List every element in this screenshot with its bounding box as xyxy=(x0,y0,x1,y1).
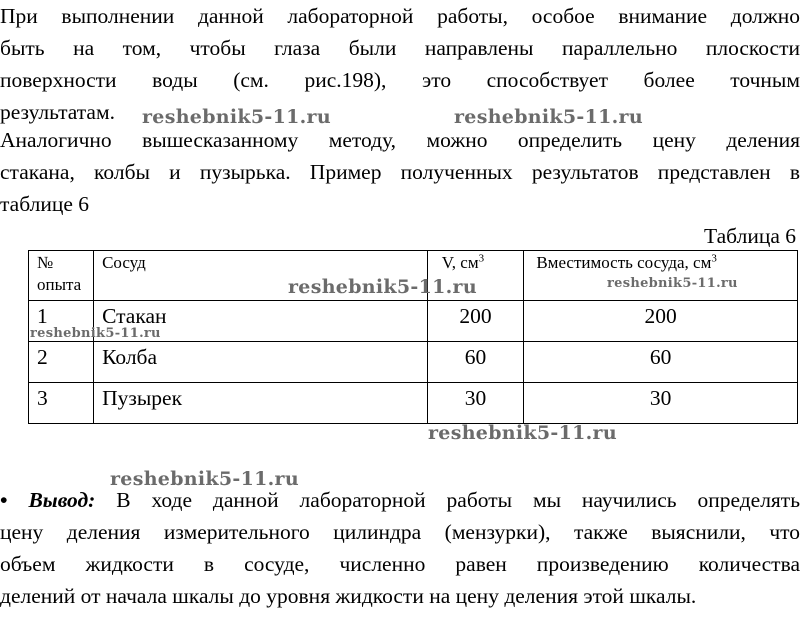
cell-num: 2 xyxy=(29,342,94,383)
watermark: reshebnik5-11.ru xyxy=(607,276,738,291)
header-number-line1: № xyxy=(37,253,54,272)
cell-capacity: 200 xyxy=(524,301,798,342)
conclusion-bullet: • xyxy=(0,488,8,512)
cell-volume: 30 xyxy=(427,383,524,424)
conclusion-line3: объем жидкости в сосуде, численно равен произведению количества xyxy=(0,552,800,576)
cell-num: 3 xyxy=(29,383,94,424)
watermark: reshebnik5-11.ru xyxy=(454,106,643,128)
conclusion-line2: цену деления измерительного цилиндра (мензурки), также выяснили, что xyxy=(0,520,800,544)
header-volume-sup: 3 xyxy=(478,252,485,265)
cell-vessel: Колба xyxy=(94,342,428,383)
watermark: reshebnik5-11.ru xyxy=(110,468,299,490)
watermark: reshebnik5-11.ru xyxy=(428,422,617,444)
table-row xyxy=(29,383,798,424)
watermark: reshebnik5-11.ru xyxy=(142,106,331,128)
paragraph2-line2: стакана, колбы и пузырька. Пример полученных результатов представлен в xyxy=(0,160,800,184)
cell-capacity: 30 xyxy=(524,383,798,424)
watermark: reshebnik5-11.ru xyxy=(30,326,161,341)
header-capacity-sup: 3 xyxy=(711,252,717,265)
watermark: reshebnik5-11.ru xyxy=(288,276,477,298)
conclusion-text: В ходе данной лабораторной работы мы научились определять xyxy=(116,488,800,512)
paragraph1-line3: поверхности воды (см. рис.198), это способствует более точным xyxy=(0,68,800,92)
cell-volume: 200 xyxy=(427,301,524,342)
paragraph2-line3: таблице 6 xyxy=(0,192,90,216)
paragraph1-line4: результатам. xyxy=(0,100,115,124)
header-volume-label: V, см xyxy=(441,253,479,272)
table-caption: Таблица 6 xyxy=(704,224,796,248)
header-vessel: Сосуд xyxy=(94,251,428,301)
paragraph1-line1: При выполнении данной лабораторной работы, особое внимание должно xyxy=(0,4,800,28)
table-row xyxy=(29,342,798,383)
cell-num: 1 xyxy=(29,301,94,342)
cell-vessel: Стакан xyxy=(94,301,428,342)
header-number xyxy=(29,251,94,301)
cell-volume: 60 xyxy=(427,342,524,383)
header-capacity-label: Вместимость сосуда, см xyxy=(536,253,712,272)
cell-vessel: Пузырек xyxy=(94,383,428,424)
header-number-line2: опыта xyxy=(37,275,82,294)
conclusion-label: Вывод: xyxy=(28,488,96,512)
cell-capacity: 60 xyxy=(524,342,798,383)
paragraph2-line1: Аналогично вышесказанному методу, можно определить цену деления xyxy=(0,128,800,152)
conclusion-line4: делений от начала шкалы до уровня жидкости на цену деления этой шкалы. xyxy=(0,584,697,608)
paragraph1-line2: быть на том, чтобы глаза были направлены параллельно плоскости xyxy=(0,36,800,60)
